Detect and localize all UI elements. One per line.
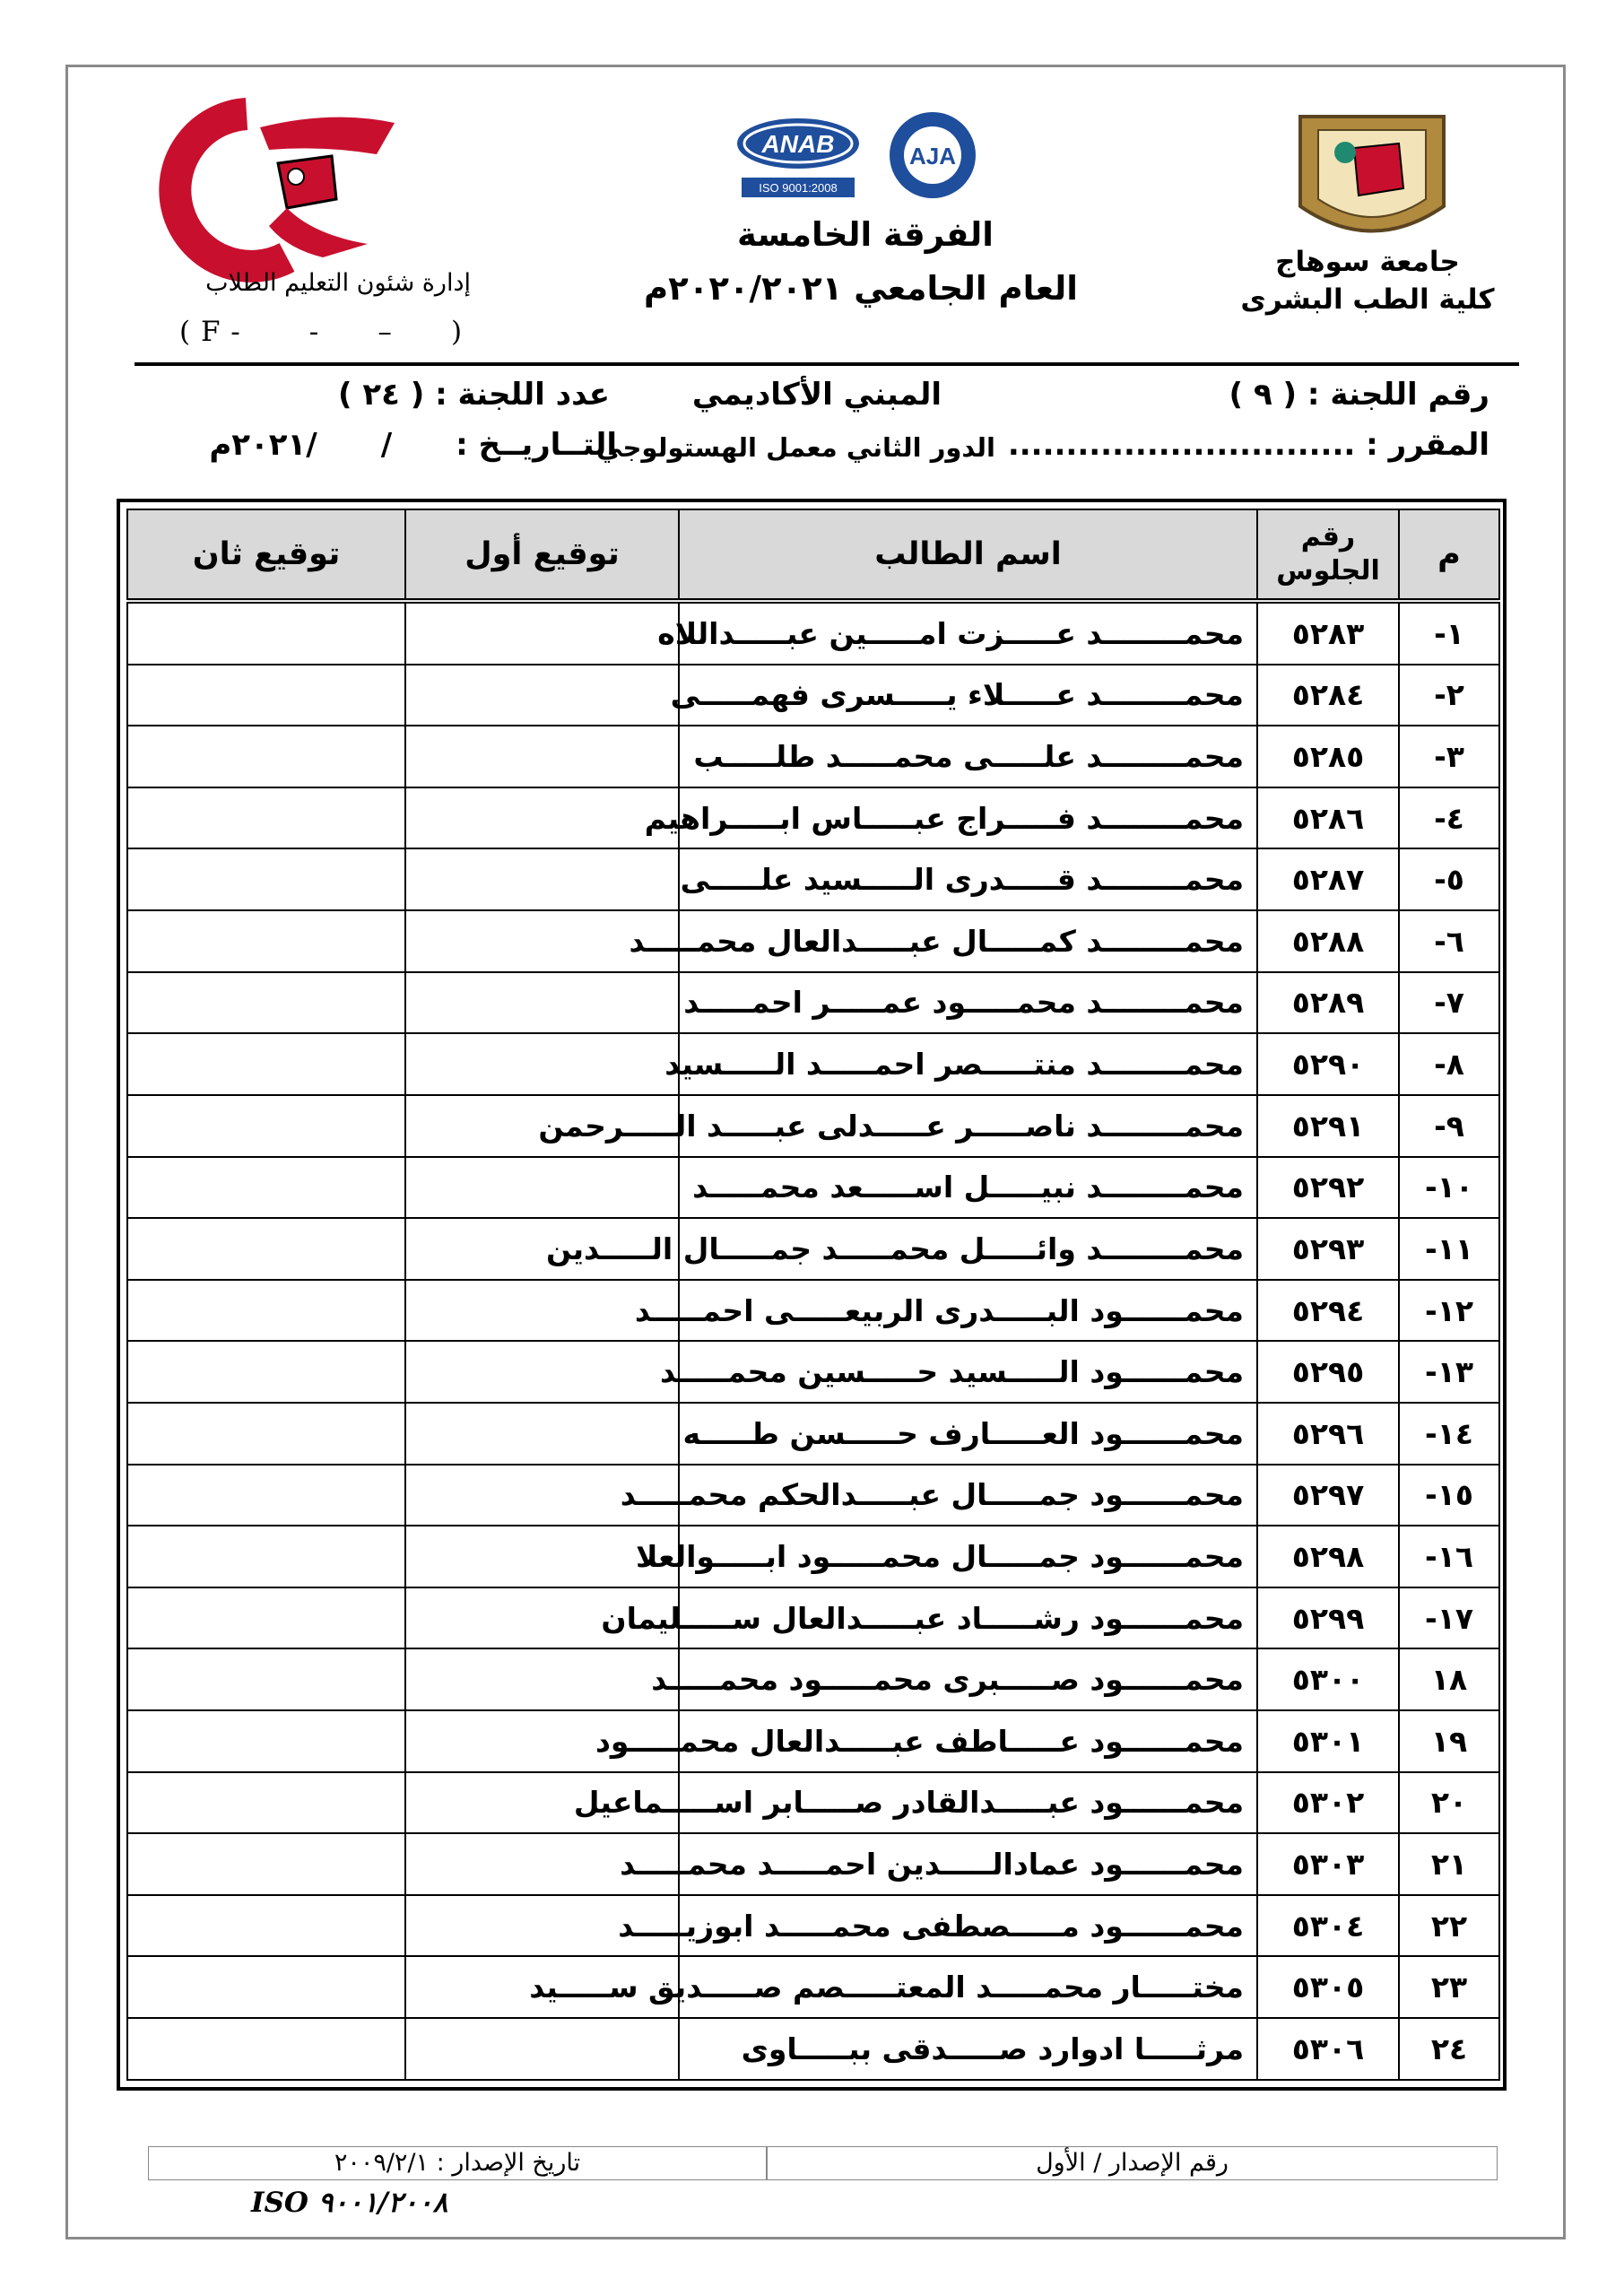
student-name: محمــــــود عبـــــدالقادر صـــــابر اســـــماعيل	[679, 1772, 1257, 1834]
exam-date: التــاريــخ : / /٢٠٢١م	[209, 427, 617, 463]
svg-text:ISO 9001:2008: ISO 9001:2008	[759, 181, 838, 195]
row-number: ١٧-	[1399, 1587, 1499, 1649]
row-number: ١٥-	[1399, 1465, 1499, 1526]
second-signature-cell	[127, 1280, 405, 1342]
row-number: ٨-	[1399, 1033, 1499, 1095]
seat-number: ٥٣٠٤	[1257, 1895, 1399, 1957]
second-signature-cell	[127, 1587, 405, 1649]
table-row	[127, 787, 1499, 849]
student-name: محمــــــــد فـــــراج عبـــــاس ابـــــراهيم	[679, 787, 1257, 849]
seat-number: ٥٣٠١	[1257, 1710, 1399, 1772]
second-signature-cell	[127, 665, 405, 726]
first-signature-cell	[405, 1648, 679, 1710]
first-signature-cell	[405, 1157, 679, 1219]
seat-number: ٥٣٠٣	[1257, 1833, 1399, 1895]
table-row	[127, 1218, 1499, 1280]
seat-number: ٥٢٨٣	[1257, 601, 1399, 665]
row-number: ١٩	[1399, 1710, 1499, 1772]
col-header-num: م	[1399, 509, 1499, 601]
row-number: ١٣-	[1399, 1341, 1499, 1403]
student-name: محمــــــــد كمـــــال عبـــــدالعال محمـــــد	[679, 910, 1257, 972]
row-number: ١٤-	[1399, 1403, 1499, 1465]
col-header-name: اسم الطالب	[679, 509, 1257, 601]
row-number: ٩-	[1399, 1095, 1499, 1157]
row-number: ١٢-	[1399, 1280, 1499, 1342]
table-row	[127, 1956, 1499, 2018]
first-signature-cell	[405, 972, 679, 1034]
first-signature-cell	[405, 726, 679, 787]
student-name: محمــــــــد ناصـــــر عـــــدلى عبـــــد الـــــرحمن	[679, 1095, 1257, 1157]
table-row	[127, 1587, 1499, 1649]
table-row	[127, 1648, 1499, 1710]
second-signature-cell	[127, 1033, 405, 1095]
seat-number: ٥٣٠٠	[1257, 1648, 1399, 1710]
seat-number: ٥٣٠٢	[1257, 1772, 1399, 1834]
student-name: محمــــــود الـــــسيد حـــــسين محمـــــد	[679, 1341, 1257, 1403]
student-name: محمــــــود العـــــارف حـــــسن طـــــه	[679, 1403, 1257, 1465]
row-number: ١٠-	[1399, 1157, 1499, 1219]
seat-number: ٥٢٩٧	[1257, 1465, 1399, 1526]
table-row	[127, 1895, 1499, 1957]
committee-count: عدد اللجنة : ( ٢٤ )	[337, 377, 610, 413]
seat-number: ٥٢٨٩	[1257, 972, 1399, 1034]
row-number: ٥-	[1399, 848, 1499, 910]
student-name: محمــــــــد نبيـــــل اســـــعد محمـــــد	[679, 1157, 1257, 1219]
table-row	[127, 1526, 1499, 1587]
seat-number: ٥٢٩٦	[1257, 1403, 1399, 1465]
second-signature-cell	[127, 848, 405, 910]
committee-number: رقم اللجنة : ( ٩ )	[1229, 377, 1489, 413]
year-group: الفرقة الخامسة	[737, 215, 994, 254]
table-row	[127, 665, 1499, 726]
faculty-logo-icon	[152, 100, 413, 271]
accreditation-logos	[731, 106, 1000, 204]
table-row	[127, 1033, 1499, 1095]
second-signature-cell	[127, 1403, 405, 1465]
seat-number: ٥٣٠٦	[1257, 2018, 1399, 2080]
second-signature-cell	[127, 972, 405, 1034]
first-signature-cell	[405, 1341, 679, 1403]
second-signature-cell	[127, 910, 405, 972]
row-number: ٢٤	[1399, 2018, 1499, 2080]
second-signature-cell	[127, 1833, 405, 1895]
table-row	[127, 2018, 1499, 2080]
building-name: المبني الأكاديمي	[691, 377, 942, 413]
row-number: ٢-	[1399, 665, 1499, 726]
student-name: محمــــــــد علـــــى محمـــــد طلـــــب	[679, 726, 1257, 787]
first-signature-cell	[405, 2018, 679, 2080]
table-row	[127, 1403, 1499, 1465]
university-seal	[1282, 99, 1462, 251]
table-row	[127, 1341, 1499, 1403]
second-signature-cell	[127, 1772, 405, 1834]
student-name: محمــــــود عمادالـــــدين احمـــــد محمـــــد	[679, 1833, 1257, 1895]
row-number: ٧-	[1399, 972, 1499, 1034]
iso-label: ISO ٩٠٠١/٢٠٠٨	[251, 2187, 448, 2219]
course-field: المقرر : ..............................	[1007, 427, 1489, 463]
second-signature-cell	[127, 1095, 405, 1157]
university-seal-icon	[1282, 99, 1462, 251]
student-name: محمــــــود جمـــــال محمـــــود ابـــــوالعلا	[679, 1526, 1257, 1587]
second-signature-cell	[127, 1648, 405, 1710]
seat-number: ٥٢٨٧	[1257, 848, 1399, 910]
first-signature-cell	[405, 848, 679, 910]
table-row	[127, 1465, 1499, 1526]
row-number: ٢٢	[1399, 1895, 1499, 1957]
seat-number: ٥٢٨٨	[1257, 910, 1399, 972]
seat-number: ٥٢٩٢	[1257, 1157, 1399, 1219]
table-row	[127, 1833, 1499, 1895]
student-name: محمــــــــد عـــــلاء يـــــسرى فهمـــــى	[679, 665, 1257, 726]
faculty-logo	[152, 100, 413, 271]
first-signature-cell	[405, 601, 679, 665]
table-header-row	[127, 509, 1499, 601]
first-signature-cell	[405, 665, 679, 726]
first-signature-cell	[405, 1033, 679, 1095]
table-row	[127, 1280, 1499, 1342]
student-name: محمــــــــد عـــــزت امـــــين عبـــــداللاه	[679, 601, 1257, 665]
second-signature-cell	[127, 1157, 405, 1219]
second-signature-cell	[127, 726, 405, 787]
header-divider	[135, 362, 1519, 366]
second-signature-cell	[127, 1956, 405, 2018]
first-signature-cell	[405, 1403, 679, 1465]
dept-name: إدارة شئون التعليم الطلاب	[205, 269, 471, 297]
students-table	[126, 509, 1500, 2081]
table-row	[127, 1157, 1499, 1219]
academic-year: العام الجامعي ٢٠٢٠/٢٠٢١م	[644, 269, 1078, 308]
student-name: محمــــــود مـــــصطفى محمـــــد ابوزيـــــد	[679, 1895, 1257, 1957]
version-box: رقم الإصدار / الأول	[767, 2146, 1498, 2180]
row-number: ٢١	[1399, 1833, 1499, 1895]
seat-number: ٥٢٩١	[1257, 1095, 1399, 1157]
row-number: ١-	[1399, 601, 1499, 665]
svg-text:AJA: AJA	[908, 143, 957, 170]
table-row	[127, 848, 1499, 910]
row-number: ٦-	[1399, 910, 1499, 972]
table-row	[127, 726, 1499, 787]
student-name: محمــــــود جمـــــال عبـــــدالحكم محمـــــد	[679, 1465, 1257, 1526]
col-header-sig2: توقيع ثان	[127, 509, 405, 601]
table-row	[127, 1095, 1499, 1157]
col-header-seat: رقم الجلوس	[1257, 509, 1399, 601]
student-name: محمــــــــد منتـــــصر احمـــــد الـــــسيد	[679, 1033, 1257, 1095]
svg-text:ANAB: ANAB	[761, 130, 835, 158]
col-header-sig1: توقيع أول	[405, 509, 679, 601]
exam-round: الدور الثاني معمل الهستولوجي	[596, 432, 995, 463]
row-number: ١١-	[1399, 1218, 1499, 1280]
student-name: محمــــــود رشـــــاد عبـــــدالعال ســـــليمان	[679, 1587, 1257, 1649]
second-signature-cell	[127, 1895, 405, 1957]
student-name: مرثـــــا ادوارد صـــــدقى ببـــــاوى	[679, 2018, 1257, 2080]
university-name: جامعة سوهاج	[1275, 246, 1460, 278]
seat-number: ٥٣٠٥	[1257, 1956, 1399, 2018]
second-signature-cell	[127, 2018, 405, 2080]
seat-number: ٥٢٩٥	[1257, 1341, 1399, 1403]
anab-aja-icon	[731, 106, 1000, 204]
row-number: ٢٠	[1399, 1772, 1499, 1834]
row-number: ١٨	[1399, 1648, 1499, 1710]
seat-number: ٥٢٩٨	[1257, 1526, 1399, 1587]
second-signature-cell	[127, 787, 405, 849]
seat-number: ٥٢٩٠	[1257, 1033, 1399, 1095]
second-signature-cell	[127, 1218, 405, 1280]
row-number: ١٦-	[1399, 1526, 1499, 1587]
table-row	[127, 601, 1499, 665]
student-name: محمــــــــد محمـــــود عمـــــر احمـــــد	[679, 972, 1257, 1034]
seat-number: ٥٢٩٤	[1257, 1280, 1399, 1342]
row-number: ٤-	[1399, 787, 1499, 849]
student-name: محمــــــــد قـــــدرى الـــــسيد علـــــى	[679, 848, 1257, 910]
issue-date-box: تاريخ الإصدار : ٢٠٠٩/٢/١	[148, 2146, 767, 2180]
attendance-table	[117, 499, 1507, 2091]
seat-number: ٥٢٨٥	[1257, 726, 1399, 787]
seat-number: ٥٢٩٣	[1257, 1218, 1399, 1280]
second-signature-cell	[127, 601, 405, 665]
student-name: محمــــــود صـــــبرى محمـــــود محمـــــد	[679, 1648, 1257, 1710]
second-signature-cell	[127, 1710, 405, 1772]
student-name: محمــــــود عـــــاطف عبـــــدالعال محمـــــود	[679, 1710, 1257, 1772]
second-signature-cell	[127, 1526, 405, 1587]
seat-number: ٥٢٨٦	[1257, 787, 1399, 849]
first-signature-cell	[405, 787, 679, 849]
table-row	[127, 910, 1499, 972]
second-signature-cell	[127, 1341, 405, 1403]
form-code: ( F - - – )	[179, 316, 464, 348]
table-row	[127, 1772, 1499, 1834]
faculty-name: كلية الطب البشرى	[1240, 283, 1495, 316]
student-name: محمــــــود البـــــدرى الربيعـــــى احمـــــد	[679, 1280, 1257, 1342]
row-number: ٢٣	[1399, 1956, 1499, 2018]
table-row	[127, 1710, 1499, 1772]
row-number: ٣-	[1399, 726, 1499, 787]
seat-number: ٥٢٩٩	[1257, 1587, 1399, 1649]
table-row	[127, 972, 1499, 1034]
seat-number: ٥٢٨٤	[1257, 665, 1399, 726]
student-name: محمــــــــد وائـــــل محمـــــد جمـــــال الـــــدين	[679, 1218, 1257, 1280]
second-signature-cell	[127, 1465, 405, 1526]
student-name: مختـــــار محمـــــد المعتـــــصم صـــــديق ســـــيد	[679, 1956, 1257, 2018]
